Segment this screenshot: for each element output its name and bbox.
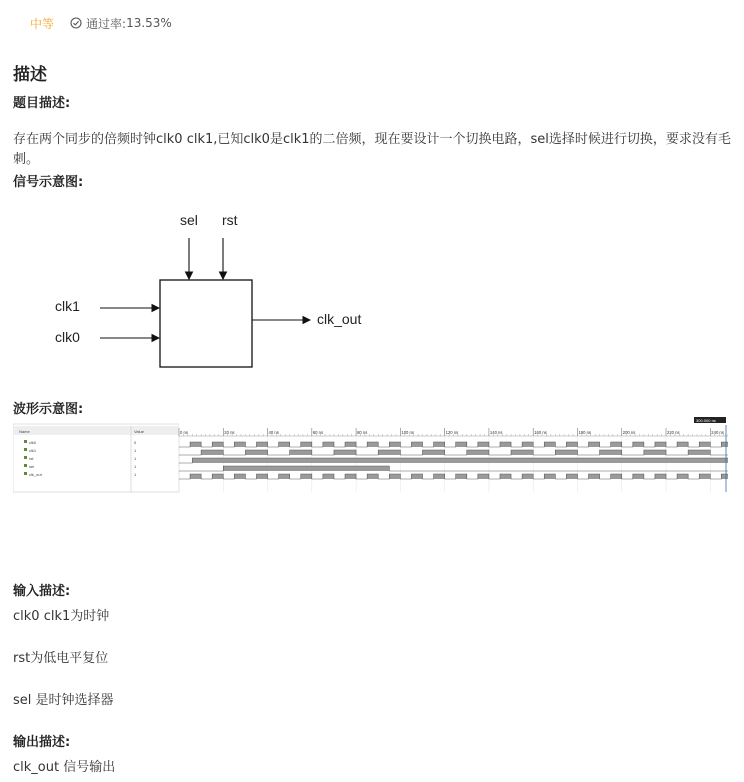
clk-out-pulse	[677, 474, 688, 479]
pass-rate-value: 13.53%	[126, 16, 172, 30]
wave-col-value: Value	[134, 429, 144, 434]
clk1-pulse	[688, 450, 710, 455]
time-tick-label: 20 ns	[224, 430, 235, 435]
clk-out-pulse	[456, 474, 467, 479]
clk0-pulse	[190, 442, 201, 447]
pass-rate	[70, 15, 172, 32]
output-line-1: clk_out 信号输出	[13, 760, 116, 775]
input-line-1: clk0 clk1为时钟	[13, 609, 110, 624]
clk0-pulse	[677, 442, 688, 447]
clk-out-pulse	[389, 474, 400, 479]
clk0-pulse	[522, 442, 533, 447]
clk-out-pulse	[301, 474, 312, 479]
clk0-pulse	[301, 442, 312, 447]
clk-out-pulse	[256, 474, 267, 479]
clk1-pulse	[467, 450, 489, 455]
waveform-diagram	[13, 416, 728, 494]
clk0-pulse	[389, 442, 400, 447]
clk-out-pulse	[411, 474, 422, 479]
input-line-3: sel 是时钟选择器	[13, 693, 114, 708]
time-tick-label: 40 ns	[268, 430, 279, 435]
clk1-pulse	[511, 450, 533, 455]
clk1-pulse	[290, 450, 312, 455]
problem-meta	[30, 15, 172, 31]
time-tick-label: 100 ns	[401, 430, 414, 435]
pass-rate-label: 通过率:	[86, 16, 127, 31]
clk-out-pulse	[589, 474, 600, 479]
clk0-pulse	[478, 442, 489, 447]
module-box	[160, 280, 252, 367]
clk0-pulse	[633, 442, 644, 447]
wave-signal-name: rst	[29, 456, 34, 461]
clk0-pulse	[699, 442, 710, 447]
clk-out-pulse	[500, 474, 511, 479]
clk1-pulse	[644, 450, 666, 455]
time-tick-label: 140 ns	[489, 430, 503, 435]
clk0-pulse	[500, 442, 511, 447]
clk0-pulse	[234, 442, 245, 447]
clk0-pulse	[456, 442, 467, 447]
clk1-pulse	[600, 450, 622, 455]
clk-out-pulse	[367, 474, 378, 479]
sel-label: sel	[180, 212, 198, 228]
clk0-pulse	[611, 442, 622, 447]
output-heading: 输出描述:	[13, 735, 71, 750]
time-tick-label: 180 ns	[578, 430, 592, 435]
clk-out-pulse	[699, 474, 710, 479]
clk-out-pulse	[655, 474, 666, 479]
clk1-pulse	[378, 450, 400, 455]
wave-signal-name: clk_out	[29, 472, 42, 477]
wave-signal-name: clk0	[29, 440, 37, 445]
clk-out-pulse	[190, 474, 201, 479]
wave-signal-value: 1	[134, 448, 137, 453]
time-tick-label: 200 ns	[622, 430, 636, 435]
wave-signal-name: sel	[29, 464, 35, 469]
wave-signal-value: 1	[134, 464, 137, 469]
clk0-pulse	[434, 442, 445, 447]
clk0-pulse	[721, 442, 728, 447]
cursor-label: 300.000 ns	[696, 418, 716, 423]
rst-label: rst	[222, 212, 238, 228]
clk0-pulse	[544, 442, 555, 447]
problem-text: 存在两个同步的倍频时钟clk0 clk1,已知clk0是clk1的二倍频，现在要设计一个切换电路，sel选择时候进行切换，要求没有毛刺。	[13, 132, 731, 167]
signal-diagram-heading: 信号示意图:	[13, 175, 84, 190]
clk-out-pulse	[721, 474, 728, 479]
input-line-2: rst为低电平复位	[13, 651, 109, 666]
section-title: 描述	[13, 65, 47, 85]
waveform-heading: 波形示意图:	[13, 402, 84, 417]
time-tick-label: 60 ns	[312, 430, 324, 435]
clk1-pulse	[201, 450, 223, 455]
problem-heading: 题目描述:	[13, 96, 71, 111]
time-tick-label: 220 ns	[667, 430, 680, 435]
clk0-pulse	[279, 442, 290, 447]
clk0-pulse	[367, 442, 378, 447]
clk0-pulse	[345, 442, 356, 447]
clk1-pulse	[423, 450, 445, 455]
clk-out-pulse	[611, 474, 622, 479]
clk0-pulse	[256, 442, 267, 447]
rst-pulse	[192, 458, 728, 463]
wave-signal-name: clk1	[29, 448, 37, 453]
clk-out-pulse	[345, 474, 356, 479]
input-heading: 输入描述:	[13, 584, 71, 599]
check-circle-icon	[70, 17, 82, 29]
clk0-pulse	[212, 442, 223, 447]
clk0-pulse	[566, 442, 577, 447]
clk-out-pulse	[279, 474, 290, 479]
clk0-pulse	[411, 442, 422, 447]
wave-col-name: Name	[19, 429, 30, 434]
clk1-pulse	[555, 450, 577, 455]
clk-out-pulse	[544, 474, 555, 479]
wave-signal-value: 1	[134, 456, 137, 461]
wave-signal-value: 1	[134, 472, 137, 477]
clk-out-label: clk_out	[317, 311, 362, 327]
clk0-label: clk0	[55, 329, 80, 345]
clk-out-pulse	[478, 474, 489, 479]
clk-out-pulse	[323, 474, 334, 479]
clk-out-pulse	[234, 474, 245, 479]
signal-block-diagram	[40, 200, 400, 385]
clk1-pulse	[245, 450, 267, 455]
clk1-pulse	[334, 450, 356, 455]
time-tick-label: 160 ns	[534, 430, 547, 435]
clk1-label: clk1	[55, 298, 80, 314]
time-tick-label: 120 ns	[445, 430, 459, 435]
clk-out-pulse	[522, 474, 533, 479]
sel-pulse	[223, 466, 389, 471]
clk-out-pulse	[212, 474, 223, 479]
wave-signal-value: 0	[134, 440, 137, 445]
time-tick-label: 0 ns	[180, 430, 188, 435]
clk-out-pulse	[633, 474, 644, 479]
clk0-pulse	[589, 442, 600, 447]
clk-out-pulse	[566, 474, 577, 479]
clk-out-pulse	[434, 474, 445, 479]
difficulty-badge: 中等	[30, 16, 55, 31]
clk0-pulse	[323, 442, 334, 447]
time-tick-label: 80 ns	[357, 430, 368, 435]
time-tick-label: 240 ns	[711, 430, 724, 435]
clk0-pulse	[655, 442, 666, 447]
